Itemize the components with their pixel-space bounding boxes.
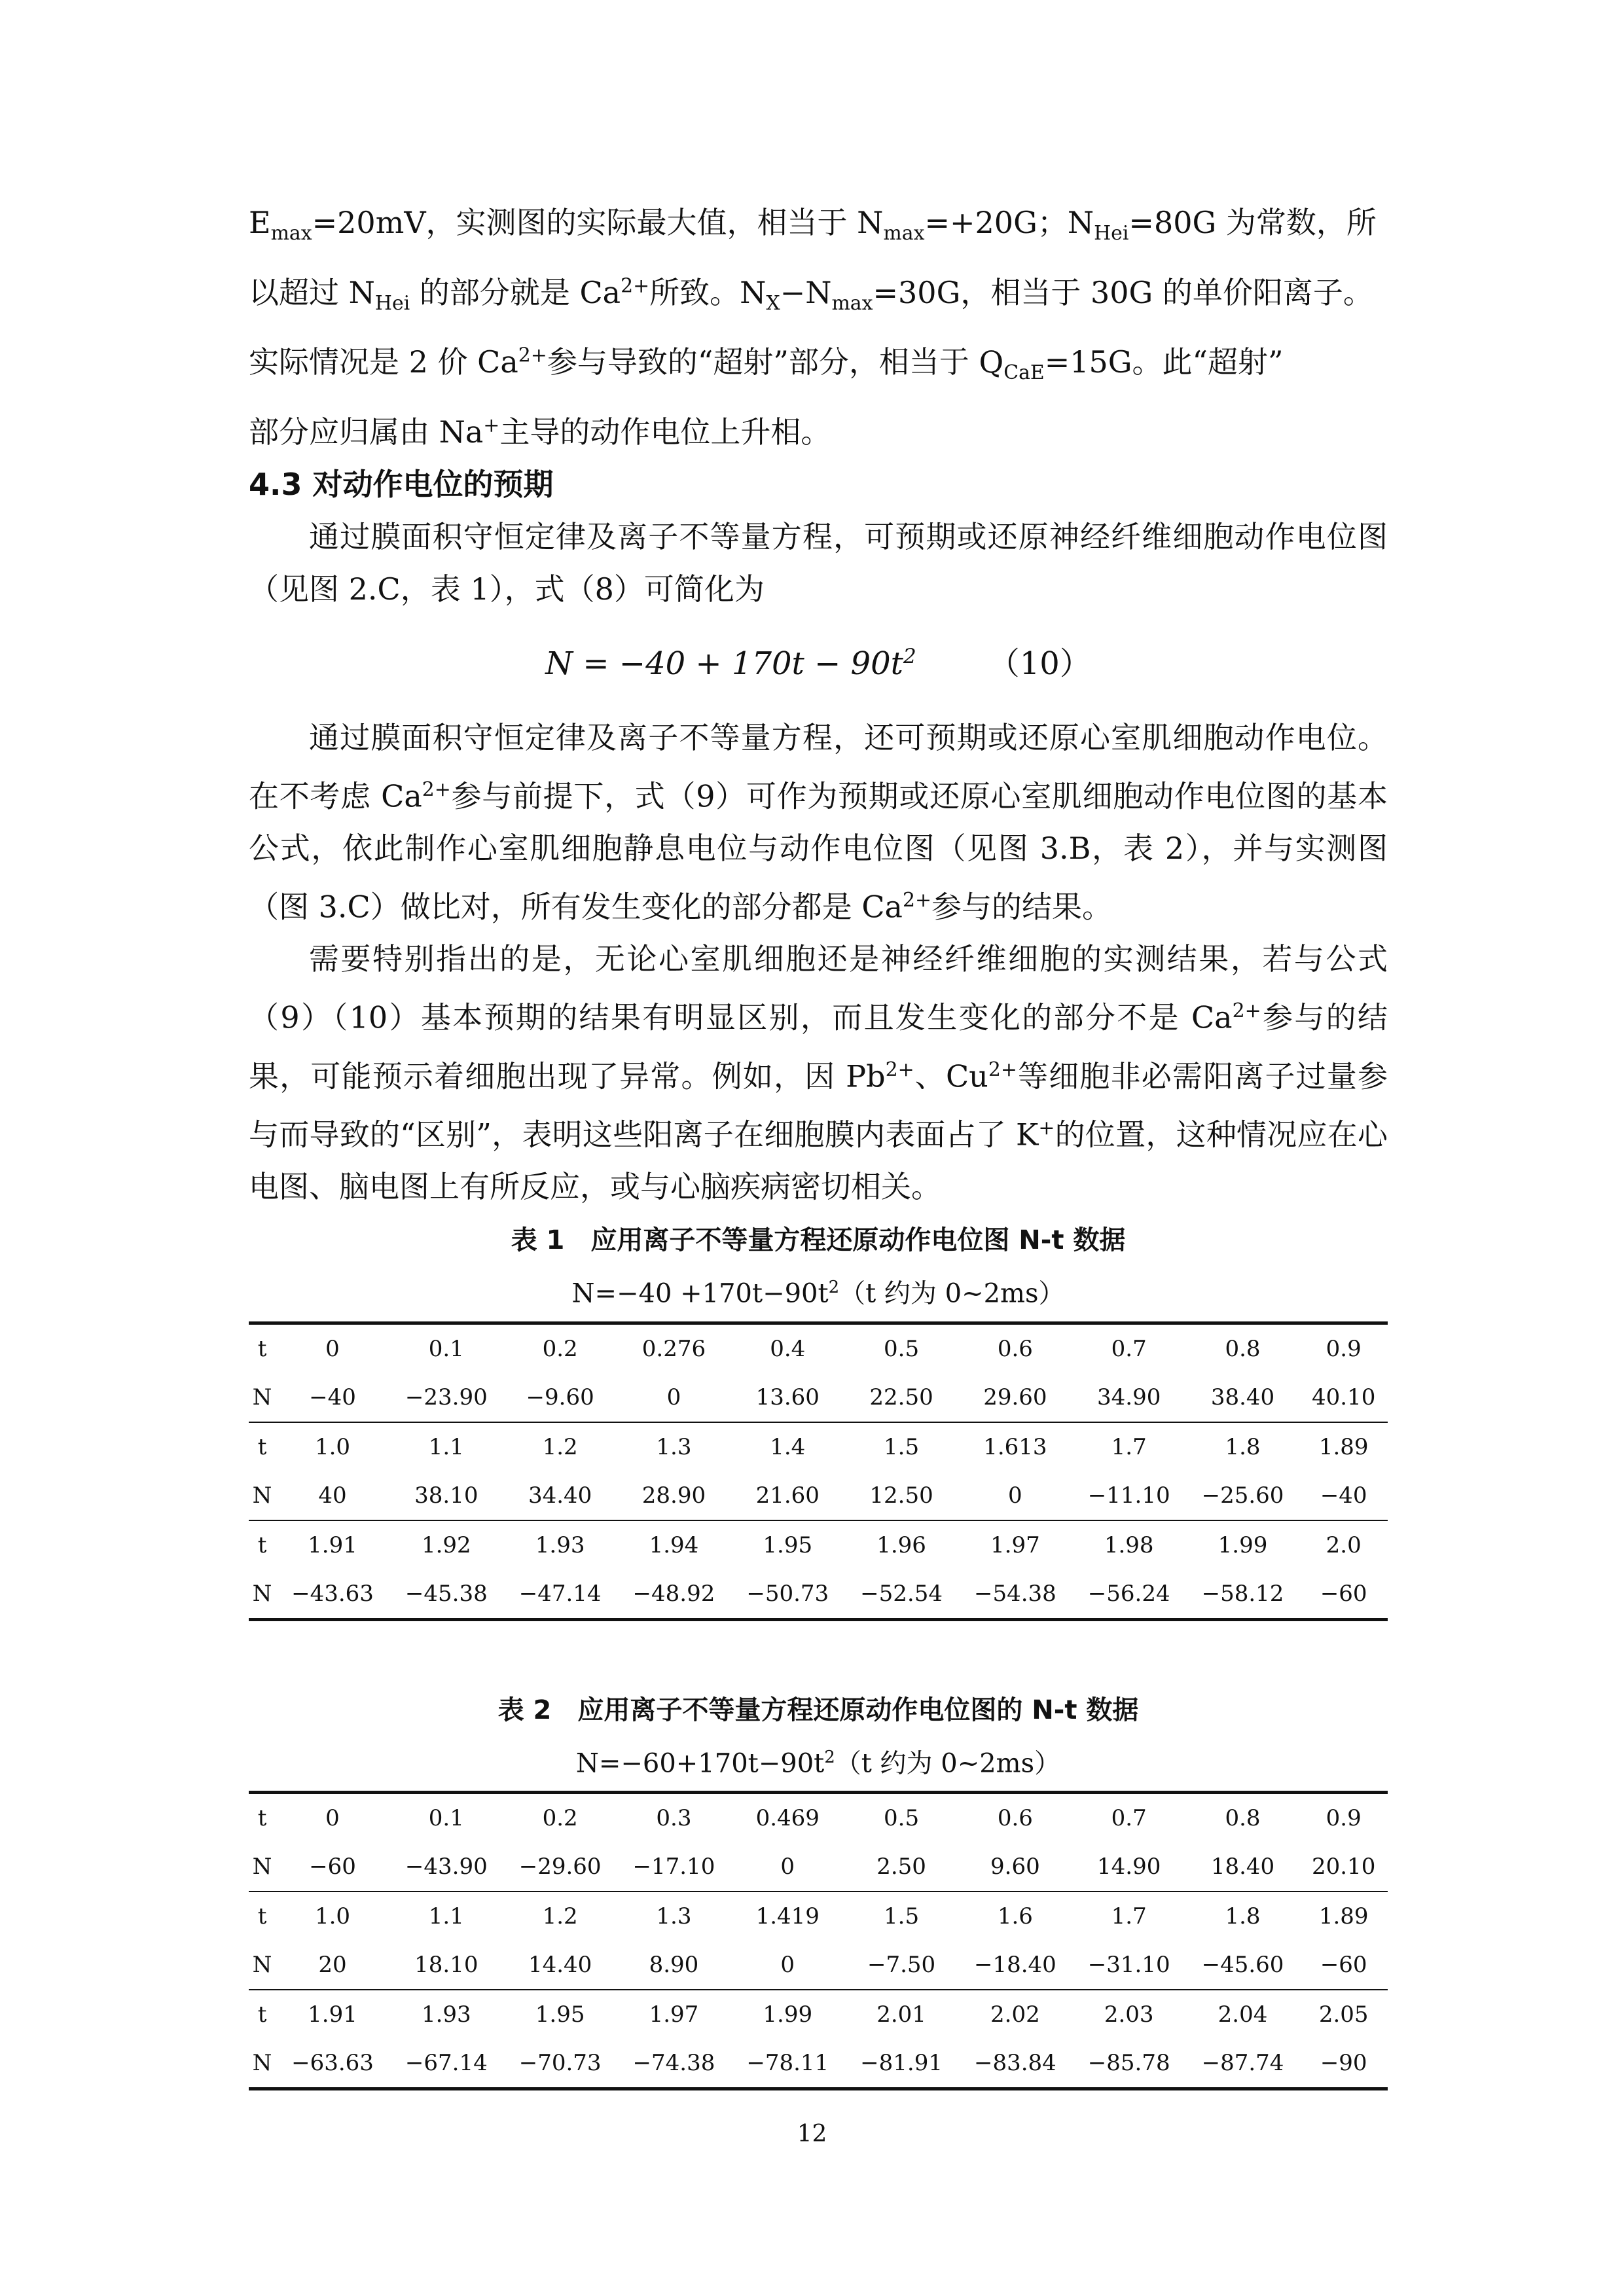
table-cell: 12.50 xyxy=(869,1482,933,1509)
table-cell: 2.05 xyxy=(1299,1990,1388,2039)
p1-line-2: 以超过 $N_{Hei}$ 的部分就是 $Ca^{2+}$所致。$N_X-N_{max}=30G$，相当于 30G 的单价阳离子。 xyxy=(249,274,1373,315)
table-cell: −43.63 xyxy=(276,1570,389,1620)
table-cell: 0.276 xyxy=(617,1323,731,1373)
table-cell: 1.613 xyxy=(958,1422,1072,1471)
table-cell: 1.7 xyxy=(1072,1892,1186,1941)
table-cell: 1.3 xyxy=(617,1422,731,1471)
table-cell: 13.60 xyxy=(755,1384,820,1410)
row-label-cell: N xyxy=(252,1482,272,1509)
table-cell: 20 xyxy=(318,1951,347,1978)
p1-line-4: 部分应归属由 Na+主导的动作电位上升相。 xyxy=(249,414,831,450)
table-cell: 0 xyxy=(276,1323,389,1373)
table-row xyxy=(249,1520,1388,1570)
paragraph-4: 需要特别指出的是，无论心室肌细胞还是神经纤维细胞的实测结果，若与公式（9）（10）基本预期的结果有明显区别，而且发生变化的部分不是 $Ca^{2+}$参与的结果，可能预示着细胞出现了异常。例如，因 $Pb^{2+}$、$Cu^{2+}$等细胞非必需阳离子过量参与而导致的“区别”，表明这些阳离子在细胞膜内表面占了 K+的位置，这种情况应在心电图、脑电图上有所反应，或与心脑疾病密切相关。 xyxy=(249,941,1388,1205)
table-cell: 1.99 xyxy=(731,1990,844,2039)
p1-line-1: $E_{max}=20mV$，实测图的实际最大值，相当于 $N_{max}=+20G$；$N_{Hei}=80G$ 为常数，所 xyxy=(249,205,1377,245)
table-cell: −83.84 xyxy=(958,2039,1072,2089)
table-cell: 0 xyxy=(780,1951,795,1978)
table-row xyxy=(249,1842,1388,1892)
row-label-cell: N xyxy=(252,1951,272,1978)
table-cell: 1.89 xyxy=(1299,1422,1388,1471)
table-cell: 0.2 xyxy=(503,1792,617,1842)
table-cell: 0.3 xyxy=(617,1792,731,1842)
table-cell: 1.95 xyxy=(731,1520,844,1570)
table-cell: −52.54 xyxy=(844,1570,958,1620)
table-cell: 1.91 xyxy=(276,1520,389,1570)
table-cell: −18.40 xyxy=(973,1951,1056,1978)
table-cell: 1.2 xyxy=(503,1422,617,1471)
table-cell: −29.60 xyxy=(518,1853,602,1880)
paragraph-1 xyxy=(249,196,1388,458)
table-cell: −25.60 xyxy=(1201,1482,1284,1509)
table-cell: −17.10 xyxy=(632,1853,715,1880)
table-cell: 40 xyxy=(318,1482,347,1509)
table-cell: 22.50 xyxy=(869,1384,933,1410)
table-cell: 1.3 xyxy=(617,1892,731,1941)
row-label-cell: t xyxy=(249,1323,276,1373)
table-cell: −78.11 xyxy=(731,2039,844,2089)
table-cell: 1.7 xyxy=(1072,1422,1186,1471)
table-cell: 34.90 xyxy=(1097,1384,1161,1410)
table-cell: −63.63 xyxy=(276,2039,389,2089)
table-cell: 0.5 xyxy=(844,1323,958,1373)
table-cell: 28.90 xyxy=(641,1482,706,1509)
table-cell: 1.95 xyxy=(503,1990,617,2039)
table-cell: −60 xyxy=(1320,1951,1367,1978)
table-cell: 9.60 xyxy=(990,1853,1040,1880)
p1-line-3: 实际情况是 2 价 $Ca^{2+}$参与导致的“超射”部分，相当于 $Q_{CaE}=15G$。此“超射” xyxy=(249,344,1284,385)
table-cell: 1.97 xyxy=(958,1520,1072,1570)
table-cell: 1.93 xyxy=(503,1520,617,1570)
table-cell: 8.90 xyxy=(649,1951,699,1978)
table-cell: −48.92 xyxy=(617,1570,731,1620)
table-cell: 14.90 xyxy=(1097,1853,1161,1880)
table-cell: 0.6 xyxy=(958,1792,1072,1842)
table-cell: 0 xyxy=(780,1853,795,1880)
table-cell: 38.40 xyxy=(1210,1384,1275,1410)
table-cell: 0.8 xyxy=(1186,1323,1300,1373)
table-cell: 1.1 xyxy=(389,1892,503,1941)
table-cell: 40.10 xyxy=(1312,1384,1376,1410)
table-cell: 1.96 xyxy=(844,1520,958,1570)
table-2-formula: $N=-60+170t-90t^2(t$ 约为 0~2ms） xyxy=(575,1747,1061,1778)
table-cell: 18.40 xyxy=(1210,1853,1275,1880)
row-label-cell: N xyxy=(252,1853,272,1880)
table-1-formula: $N=-40 +170t-90t^2(t$ 约为 0~2ms） xyxy=(571,1278,1065,1309)
row-label-cell: t xyxy=(249,1990,276,2039)
table-cell: 0 xyxy=(1008,1482,1022,1509)
table-cell: 0.1 xyxy=(389,1792,503,1842)
table-cell: 0.2 xyxy=(503,1323,617,1373)
table-cell: 2.01 xyxy=(844,1990,958,2039)
table-cell: 0.9 xyxy=(1299,1323,1388,1373)
table-cell: 1.91 xyxy=(276,1990,389,2039)
table-row xyxy=(249,1422,1388,1471)
table-cell: −90 xyxy=(1299,2039,1388,2089)
table-cell: −58.12 xyxy=(1186,1570,1300,1620)
table-cell: −45.60 xyxy=(1201,1951,1284,1978)
table-cell: 1.97 xyxy=(617,1990,731,2039)
page-content xyxy=(249,196,1388,2090)
table-cell: 1.5 xyxy=(844,1422,958,1471)
table-cell: 0.1 xyxy=(389,1323,503,1373)
table-cell: −81.91 xyxy=(844,2039,958,2089)
table-cell: 38.10 xyxy=(414,1482,478,1509)
equation-exponent: 2 xyxy=(903,644,916,668)
table-cell: −60 xyxy=(1299,1570,1388,1620)
table-row xyxy=(249,1792,1388,1842)
table-cell: −70.73 xyxy=(503,2039,617,2089)
table-cell: −40 xyxy=(1320,1482,1367,1509)
table-cell: −60 xyxy=(309,1853,356,1880)
table-row xyxy=(249,1941,1388,1990)
table-cell: −47.14 xyxy=(503,1570,617,1620)
table-cell: −56.24 xyxy=(1072,1570,1186,1620)
row-label-cell: N xyxy=(249,2039,276,2089)
table-cell: 1.4 xyxy=(731,1422,844,1471)
paragraph-3: 通过膜面积守恒定律及离子不等量方程，还可预期或还原心室肌细胞动作电位。在不考虑 $Ca^{2+}$参与前提下，式（9）可作为预期或还原心室肌细胞动作电位图的基本公式，依此制作心室肌细胞静息电位与动作电位图（见图 3.B，表 2），并与实测图（图 3.C）做比对，所有发生变化的部分都是 $Ca^{2+}$参与的结果。 xyxy=(249,719,1388,925)
table-cell: 0 xyxy=(276,1792,389,1842)
page-number: 12 xyxy=(797,2121,827,2147)
table-cell: 18.10 xyxy=(414,1951,478,1978)
table-cell: 1.2 xyxy=(503,1892,617,1941)
table-cell: 0.469 xyxy=(731,1792,844,1842)
table-cell: 1.93 xyxy=(389,1990,503,2039)
table-cell: 14.40 xyxy=(528,1951,592,1978)
table-cell: 0.7 xyxy=(1072,1792,1186,1842)
paragraph-2: 通过膜面积守恒定律及离子不等量方程，可预期或还原神经纤维细胞动作电位图（见图 2.C，表 1），式（8）可简化为 xyxy=(249,518,1388,607)
table-cell: 0.8 xyxy=(1186,1792,1300,1842)
table-cell: 0.7 xyxy=(1072,1323,1186,1373)
table-cell: −54.38 xyxy=(958,1570,1072,1620)
table-cell: 1.1 xyxy=(389,1422,503,1471)
table-cell: 2.03 xyxy=(1072,1990,1186,2039)
table-cell: 1.94 xyxy=(617,1520,731,1570)
table-row xyxy=(249,1373,1388,1422)
table-row xyxy=(249,1990,1388,2039)
table-cell: 0.4 xyxy=(731,1323,844,1373)
table-cell: −9.60 xyxy=(526,1384,594,1410)
table-2-caption: 表 2 应用离子不等量方程还原动作电位图的 N-t 数据 xyxy=(497,1695,1139,1725)
table-cell: 21.60 xyxy=(755,1482,820,1509)
row-label-cell: t xyxy=(249,1422,276,1471)
equation-10 xyxy=(249,620,1388,700)
table-cell: 2.02 xyxy=(958,1990,1072,2039)
table-cell: 1.89 xyxy=(1299,1892,1388,1941)
table-cell: 0.5 xyxy=(844,1792,958,1842)
table-cell: −74.38 xyxy=(617,2039,731,2089)
table-cell: 34.40 xyxy=(528,1482,592,1509)
row-label-cell: N xyxy=(252,1384,272,1410)
section-heading: 4.3 对动作电位的预期 xyxy=(249,466,554,502)
row-label-cell: t xyxy=(249,1520,276,1570)
row-label-cell: t xyxy=(249,1792,276,1842)
table-row xyxy=(249,2039,1388,2089)
table-row xyxy=(249,1570,1388,1620)
table-cell: −50.73 xyxy=(731,1570,844,1620)
table-2 xyxy=(249,1791,1388,2090)
table-row xyxy=(249,1471,1388,1520)
table-cell: 20.10 xyxy=(1312,1853,1376,1880)
table-row xyxy=(249,1323,1388,1373)
table-1-caption: 表 1 应用离子不等量方程还原动作电位图 N-t 数据 xyxy=(511,1225,1126,1256)
table-cell: 1.8 xyxy=(1186,1892,1300,1941)
table-cell: −43.90 xyxy=(405,1853,488,1880)
table-cell: 1.5 xyxy=(844,1892,958,1941)
table-cell: 2.0 xyxy=(1299,1520,1388,1570)
table-cell: 1.8 xyxy=(1186,1422,1300,1471)
table-cell: −67.14 xyxy=(389,2039,503,2089)
table-cell: 0.9 xyxy=(1299,1792,1388,1842)
table-cell: 29.60 xyxy=(983,1384,1047,1410)
table-cell: −23.90 xyxy=(405,1384,488,1410)
table-cell: 1.6 xyxy=(958,1892,1072,1941)
table-cell: −11.10 xyxy=(1087,1482,1170,1509)
table-cell: 2.04 xyxy=(1186,1990,1300,2039)
table-cell: −87.74 xyxy=(1186,2039,1300,2089)
table-cell: 0 xyxy=(666,1384,681,1410)
table-row xyxy=(249,1892,1388,1941)
table-cell: 0.6 xyxy=(958,1323,1072,1373)
table-cell: 1.0 xyxy=(276,1422,389,1471)
table-cell: 1.99 xyxy=(1186,1520,1300,1570)
equation-text: N = −40 + 170t − 90t xyxy=(545,645,903,682)
table-cell: 1.92 xyxy=(389,1520,503,1570)
table-cell: −7.50 xyxy=(867,1951,936,1978)
table-cell: 1.0 xyxy=(276,1892,389,1941)
table-cell: 2.50 xyxy=(876,1853,926,1880)
table-cell: 1.98 xyxy=(1072,1520,1186,1570)
equation-number: （10） xyxy=(988,645,1091,682)
table-cell: −31.10 xyxy=(1087,1951,1170,1978)
table-cell: −85.78 xyxy=(1072,2039,1186,2089)
table-1 xyxy=(249,1321,1388,1621)
row-label-cell: t xyxy=(249,1892,276,1941)
table-cell: −40 xyxy=(309,1384,356,1410)
table-cell: 1.419 xyxy=(731,1892,844,1941)
table-cell: −45.38 xyxy=(389,1570,503,1620)
row-label-cell: N xyxy=(249,1570,276,1620)
